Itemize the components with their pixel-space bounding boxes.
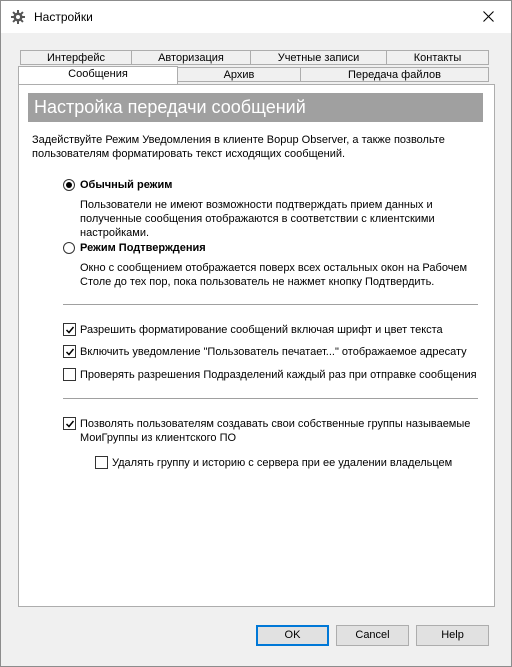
checkmark-icon bbox=[65, 419, 75, 429]
separator bbox=[63, 304, 478, 305]
checkbox-allow-formatting[interactable] bbox=[63, 323, 76, 336]
radio-selected-dot bbox=[66, 182, 72, 188]
delete-group-label[interactable]: Удалять группу и историю с сервера при ее удалении владельцем bbox=[112, 457, 453, 469]
normal-mode-label[interactable]: Обычный режим bbox=[80, 179, 173, 191]
tab-authorization[interactable]: Авторизация bbox=[131, 50, 251, 65]
tab-messages[interactable]: Сообщения bbox=[18, 66, 178, 84]
confirm-mode-desc-line1: Окно с сообщением отображается поверх всех остальных окон на Рабочем bbox=[80, 262, 468, 274]
tab-contacts[interactable]: Контакты bbox=[386, 50, 489, 65]
normal-mode-desc-line1: Пользователи не имеют возможности подтверждать прием данных и bbox=[80, 199, 433, 211]
checkbox-typing-notification[interactable] bbox=[63, 345, 76, 358]
ok-button[interactable]: OK bbox=[256, 625, 329, 646]
separator bbox=[63, 398, 478, 399]
section-banner: Настройка передачи сообщений bbox=[28, 93, 483, 122]
gear-icon bbox=[11, 10, 25, 24]
intro-text-line1: Задействуйте Режим Уведомления в клиенте Bopup Observer, а также позвольте bbox=[32, 134, 445, 146]
checkbox-check-permissions[interactable] bbox=[63, 368, 76, 381]
checkbox-delete-group[interactable] bbox=[95, 456, 108, 469]
tab-interface[interactable]: Интерфейс bbox=[20, 50, 132, 65]
help-button[interactable]: Help bbox=[416, 625, 489, 646]
close-button[interactable] bbox=[467, 1, 511, 33]
radio-confirm-mode[interactable] bbox=[63, 242, 75, 254]
normal-mode-desc-line3: настройками. bbox=[80, 227, 150, 239]
normal-mode-desc-line2: полученные сообщения отображаются в соответствии с клиентскими bbox=[80, 213, 435, 225]
check-permissions-label[interactable]: Проверять разрешения Подразделений каждый раз при отправке сообщения bbox=[80, 369, 477, 381]
allow-groups-label-line2[interactable]: МоиГруппы из клиентского ПО bbox=[80, 432, 237, 444]
messages-panel bbox=[18, 84, 495, 607]
radio-normal-mode[interactable] bbox=[63, 179, 75, 191]
allow-formatting-label[interactable]: Разрешить форматирование сообщений включая шрифт и цвет текста bbox=[80, 324, 443, 336]
allow-groups-label-line1[interactable]: Позволять пользователям создавать свои собственные группы называемые bbox=[80, 418, 471, 430]
close-icon bbox=[483, 11, 494, 22]
window-title: Настройки bbox=[34, 10, 93, 24]
tab-accounts[interactable]: Учетные записи bbox=[250, 50, 387, 65]
intro-text-line2: пользователям форматировать текст исходящих сообщений. bbox=[32, 148, 346, 160]
checkmark-icon bbox=[65, 325, 75, 335]
tab-file-transfer[interactable]: Передача файлов bbox=[300, 67, 489, 82]
confirm-mode-label[interactable]: Режим Подтверждения bbox=[80, 242, 206, 254]
tab-archive[interactable]: Архив bbox=[177, 67, 301, 82]
checkbox-allow-groups[interactable] bbox=[63, 417, 76, 430]
title-bar bbox=[1, 1, 511, 33]
typing-notification-label[interactable]: Включить уведомление "Пользователь печатает..." отображаемое адресату bbox=[80, 346, 467, 358]
cancel-button[interactable]: Cancel bbox=[336, 625, 409, 646]
confirm-mode-desc-line2: Столе до тех пор, пока пользователь не нажмет кнопку Подтвердить. bbox=[80, 276, 435, 288]
checkmark-icon bbox=[65, 347, 75, 357]
